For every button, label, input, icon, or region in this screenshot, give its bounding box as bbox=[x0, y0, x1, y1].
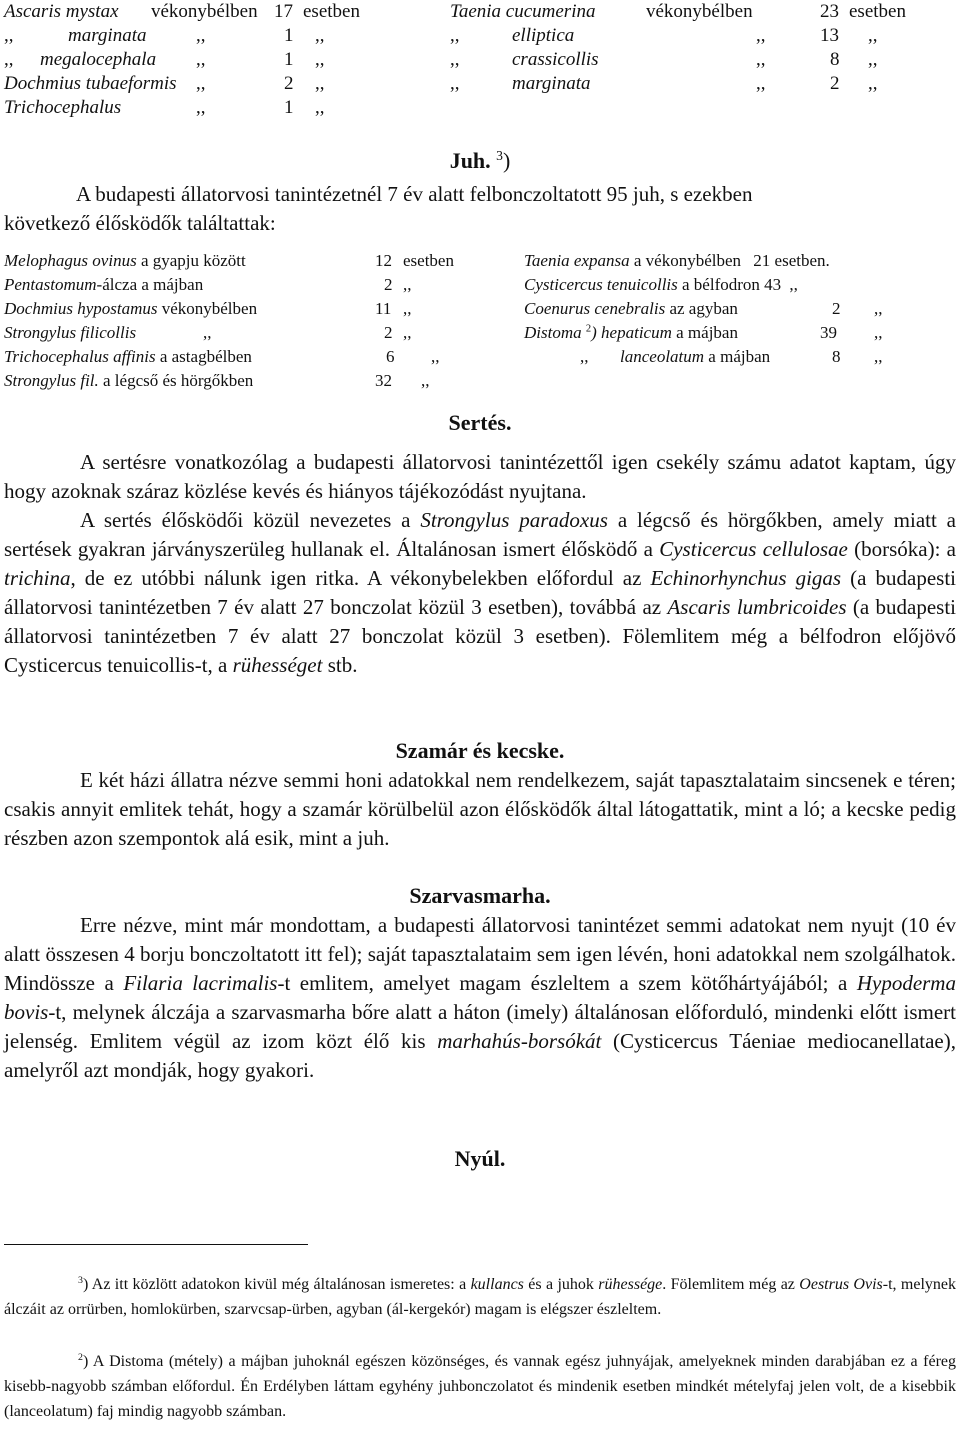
case-unit: ,, bbox=[868, 49, 878, 70]
case-unit: ,, bbox=[315, 25, 325, 46]
table-row: Coenurus cenebralis az agyban bbox=[524, 299, 738, 318]
case-count: 2 bbox=[832, 299, 841, 318]
case-count: 32 bbox=[375, 371, 392, 390]
section-heading-szarvasmarha: Szarvasmarha. bbox=[409, 883, 551, 908]
paragraph: Erre nézve, mint már mondottam, a budapesti állatorvosi tanintézet semmi adatokat nem nyujt (10 év alatt összesen 4 borju bonczoltatott itt fel); saját tapasztalataim sem igen lévén, honi adatokkal nem szolgálhatok. Mindössze a Filaria lacrimalis-t emlitem, amelyet magam észleltem a szem kötőhártyájából; a Hypoderma bovis-t, melynek álczája a szarvasmarha bőre alatt a háton (imely) általánosan előforduló, mindenki előtt ismert jelenség. Emlitem végül az izom közt élő kis marhahús-borsókát (Cysticercus Táeniae mediocanellatae), amelyről azt mondják, hogy gyakori. bbox=[4, 913, 957, 1082]
table-row: Trichocephalus affinis a astagbélben bbox=[4, 347, 252, 366]
species-name: Strongylus filicollis bbox=[4, 323, 137, 342]
case-count: 8 bbox=[832, 347, 841, 366]
table-row: Cysticercus tenuicollis a bélfodron 43 ,, bbox=[524, 275, 798, 294]
species-name: marginata bbox=[512, 73, 591, 94]
case-unit: ,, bbox=[868, 73, 878, 94]
case-unit: ,, bbox=[431, 347, 440, 366]
ditto-mark: ,, bbox=[450, 25, 460, 46]
ditto-mark: ,, bbox=[580, 347, 589, 366]
location: vékonybélben bbox=[646, 1, 753, 22]
case-unit: esetben bbox=[849, 1, 906, 22]
ditto-mark: ,, bbox=[4, 25, 14, 46]
footnote-separator bbox=[4, 1244, 308, 1245]
case-unit: ,, bbox=[403, 323, 412, 342]
case-count: 6 bbox=[386, 347, 395, 366]
ditto-mark: ,, bbox=[450, 49, 460, 70]
species-name: Ascaris mystax bbox=[4, 1, 119, 22]
species-name: megalocephala bbox=[40, 49, 157, 70]
case-count: 12 bbox=[375, 251, 392, 270]
case-count: 2 bbox=[384, 275, 393, 294]
case-count: 2 bbox=[830, 73, 840, 94]
case-unit: ,, bbox=[315, 73, 325, 94]
paragraph: A sertés élősködői közül nevezetes a Strongylus paradoxus a légcső és hörgőkben, amely miatt a sertések gyakran járványszerüleg hullanak el. Általánosan ismert élősködő a Cysticercus cellulosae (borsóka): a trichina, de ez utóbbi nálunk igen ritka. A vékonybelekben előfordul az Echinorhynchus gigas (a budapesti állatorvosi tanintézetben 7 év alatt 27 bonczolat közül 3 esetben), továbbá az Ascaris lumbricoides (a budapesti állatorvosi tanintézetben 7 év alatt 27 bonczolat közül 3 esetben). Fölemlitem még a bélfodron előjövő Cysticercus tenuicollis-t, a rühességet stb. bbox=[4, 508, 957, 677]
case-count: 13 bbox=[820, 25, 839, 46]
case-unit: ,, bbox=[874, 299, 883, 318]
footnote-number: 3 bbox=[78, 1275, 83, 1287]
footnote-ref: 2 bbox=[585, 323, 592, 335]
case-unit: ,, bbox=[403, 299, 412, 318]
location: ,, bbox=[196, 73, 206, 94]
location: ,, bbox=[203, 323, 212, 342]
case-unit: esetben bbox=[303, 1, 360, 22]
paragraph: E két házi állatra nézve semmi honi adatokkal nem rendelkezem, saját tapasztalataim sincsenek e téren; csakis annyit emlitek tehát, hogy a szamár körülbelül azon élősködők által látogattatik, mint a ló; a kecske pedig részben azon szempontok alá esik, mint a juh. bbox=[4, 768, 956, 850]
case-count: 2 bbox=[284, 73, 294, 94]
case-count: 23 bbox=[820, 1, 839, 22]
footnote: $^2$) A Distoma (métely) a májban juhoknál egészen közönséges, és vannak egész juhnyájak, amelyeknek minden darabjában ez a féreg kisebb-nagyobb számban előfordul. Én Erdélyben láttam egyhény juhbonczolatot és mindenik esetben mindkét mételyfaj jelen volt, de a kisebbik (lanceolatum) faj mindig nagyobb számban. bbox=[4, 1352, 956, 1420]
location: ,, bbox=[756, 25, 766, 46]
table-row: Distoma $^2$) hepaticum a májban bbox=[524, 323, 738, 342]
case-count: 2 bbox=[384, 323, 393, 342]
case-unit: ,, bbox=[421, 371, 430, 390]
section-heading-szamar: Szamár és kecske. bbox=[395, 738, 565, 763]
juh-intro-line-1: A budapesti állatorvosi tanintézetnél 7 év alatt felbonczoltatott 95 juh, s ezekben bbox=[76, 182, 753, 206]
case-unit: ,, bbox=[874, 347, 883, 366]
species-name: elliptica bbox=[512, 25, 575, 46]
case-unit: ,, bbox=[315, 49, 325, 70]
footnote: $^3$) Az itt közlött adatokon kivül még általánosan ismeretes: a kullancs és a juhok rühessége. Fölemlitem még az Oestrus Ovis-t, melynek álczáit az orrürben, homlokürben, szarvcsap-ürben, agyban (ál-kergekór) magam is elégszer észleltem. bbox=[4, 1275, 957, 1318]
paragraph: A sertésre vonatkozólag a budapesti állatorvosi tanintézettől igen csekély számu adatot kaptam, úgy hogy azoknak száraz közlése kevés és hiányos tájékozódást nyujtana. bbox=[4, 450, 956, 503]
table-row: Taenia expansa a vékonybélben 21 esetben. bbox=[524, 251, 830, 270]
species-name: Dochmius tubaeformis bbox=[4, 73, 177, 94]
case-unit: ,, bbox=[315, 97, 325, 118]
table-row: Melophagus ovinus a gyapju között bbox=[4, 251, 246, 270]
table-row: lanceolatum a májban bbox=[620, 347, 771, 366]
species-name: Taenia cucumerina bbox=[450, 1, 596, 22]
table-row: Dochmius hypostamus vékonybélben bbox=[4, 299, 258, 318]
section-heading-nyul: Nyúl. bbox=[454, 1146, 506, 1171]
footnote-ref: 3 bbox=[496, 147, 503, 163]
section-heading-sertes: Sertés. bbox=[448, 410, 512, 435]
juh-intro-line-2: következő élősködők találtattak: bbox=[4, 211, 276, 235]
species-name: Trichocephalus bbox=[4, 97, 122, 118]
footnote-paren: ) bbox=[502, 148, 511, 173]
heading-text: Juh. bbox=[449, 148, 491, 173]
location: ,, bbox=[756, 49, 766, 70]
location: ,, bbox=[756, 73, 766, 94]
species-name: crassicollis bbox=[512, 49, 599, 70]
table-row: Pentastomum-álcza a májban bbox=[4, 275, 204, 294]
ditto-mark: ,, bbox=[4, 49, 14, 70]
location: ,, bbox=[196, 25, 206, 46]
case-count: 39 bbox=[820, 323, 837, 342]
case-unit: ,, bbox=[874, 323, 883, 342]
case-count: 17 bbox=[274, 1, 293, 22]
location: ,, bbox=[196, 49, 206, 70]
case-count: 8 bbox=[830, 49, 840, 70]
case-count: 1 bbox=[284, 49, 294, 70]
ditto-mark: ,, bbox=[450, 73, 460, 94]
case-unit: ,, bbox=[868, 25, 878, 46]
case-count: 1 bbox=[284, 97, 294, 118]
table-row: Strongylus fil. a légcső és hörgőkben bbox=[4, 371, 254, 390]
case-count: 11 bbox=[375, 299, 392, 318]
location: ,, bbox=[196, 97, 206, 118]
footnote-number: 2 bbox=[78, 1352, 83, 1364]
section-heading-juh bbox=[0, 147, 960, 175]
case-unit: ,, bbox=[403, 275, 412, 294]
case-count: 1 bbox=[284, 25, 294, 46]
case-unit: esetben bbox=[403, 251, 454, 270]
location: vékonybélben bbox=[151, 1, 258, 22]
species-name: marginata bbox=[68, 25, 147, 46]
